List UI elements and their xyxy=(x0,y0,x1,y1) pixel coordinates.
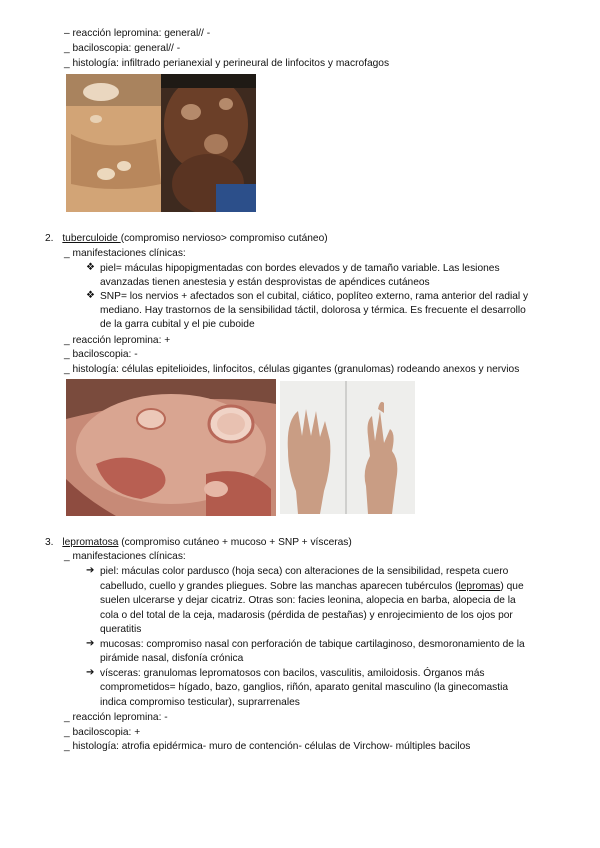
piel-lep-line-4: cola o del total de la ceja, madarosis (pérdida de pestañas) y enrojecimiento de los ojos por xyxy=(100,610,513,621)
visceras-line-3: indica compromiso testicular), suprarrenales xyxy=(100,697,300,708)
claw-hands-photo xyxy=(280,381,415,514)
reaccion-lepromina-general: – reacción lepromina: general// - xyxy=(64,28,211,39)
baciloscopia-tuberculoide: _ baciloscopia: - xyxy=(64,349,138,360)
section-subtitle: (compromiso nervioso> compromiso cutáneo) xyxy=(120,233,328,244)
arrow-bullet-icon: ➔ xyxy=(86,638,95,649)
arrow-bullet-icon: ➔ xyxy=(86,667,95,678)
section-2-heading xyxy=(45,232,328,245)
visceras-line-1: vísceras: granulomas lepromatosos con bacilos, vasculitis, amiloidosis. Órganos más xyxy=(100,668,485,679)
mucosas-line-2: pirámide nasal, disfonía crónica xyxy=(100,653,244,664)
histologia-tuberculoide: _ histología: células epitelioides, linfocitos, células gigantes (granulomas) rodeando anexos y nervios xyxy=(64,364,520,375)
baciloscopia-lepromatosa: _ baciloscopia: + xyxy=(64,727,141,738)
section-title: lepromatosa xyxy=(62,537,119,548)
skin-lesions-photo xyxy=(66,74,256,212)
section-subtitle: (compromiso cutáneo + mucoso + SNP + vísceras) xyxy=(118,537,352,548)
manifestaciones-label: _ manifestaciones clínicas: xyxy=(64,551,186,562)
lepromas-term: lepromas xyxy=(458,581,501,592)
baciloscopia-general: _ baciloscopia: general// - xyxy=(64,43,181,54)
diamond-bullet-icon: ❖ xyxy=(86,290,95,301)
histologia-general: _ histología: infiltrado perianexial y perineural de linfocitos y macrofagos xyxy=(64,58,390,69)
tuberculoid-plaques-photo xyxy=(66,379,276,516)
manifestaciones-label: _ manifestaciones clínicas: xyxy=(64,248,186,259)
section-number: 2. xyxy=(45,233,54,244)
arrow-bullet-icon: ➔ xyxy=(86,565,95,576)
mucosas-line-1: mucosas: compromiso nasal con perforación de tabique cartilaginoso, desmoronamiento de la xyxy=(100,639,525,650)
reaccion-lepromina-tuberculoide: _ reacción lepromina: + xyxy=(64,335,171,346)
snp-line-3: de la garra cubital y el pie cuboide xyxy=(100,319,255,330)
piel-line-2: avanzadas tienen anestesia y están desprovistas de apéndices cutáneos xyxy=(100,277,430,288)
piel-lep-line-1: piel: máculas color pardusco (hoja seca) con alteraciones de la sensibilidad, respeta cuero xyxy=(100,566,509,577)
reaccion-lepromina-lepromatosa: _ reacción lepromina: - xyxy=(64,712,168,723)
piel-lep-line-5: queratitis xyxy=(100,624,142,635)
visceras-line-2: comprometidos= hígado, bazo, ganglios, riñón, aparato genital masculino (la ginecomastia xyxy=(100,682,509,693)
section-3-heading xyxy=(45,536,352,549)
section-title: tuberculoide xyxy=(62,233,121,244)
diamond-bullet-icon: ❖ xyxy=(86,262,95,273)
snp-line-2: mediano. Hay trastornos de la sensibilidad táctil, dolorosa y térmica. Es frecuente el desarrollo xyxy=(100,305,526,316)
snp-line-1: SNP= los nervios + afectados son el cubital, ciático, poplíteo externo, rama anterior del radial y xyxy=(100,291,529,302)
histologia-lepromatosa: _ histología: atrofia epidérmica- muro de contención- células de Virchow- múltiples bacilos xyxy=(64,741,471,752)
section-number: 3. xyxy=(45,537,54,548)
piel-line-1: piel= máculas hipopigmentadas con bordes elevados y de tamaño variable. Las lesiones xyxy=(100,263,500,274)
piel-lep-line-2: cabelludo, cuello y grandes pliegues. Sobre las manchas aparecen tubérculos (lepromas) que xyxy=(100,581,524,592)
piel-lep-line-3: suelen ulcerarse y dejar cicatriz. Otras son: facies leonina, alopecia en barba, alopecia de la xyxy=(100,595,516,606)
